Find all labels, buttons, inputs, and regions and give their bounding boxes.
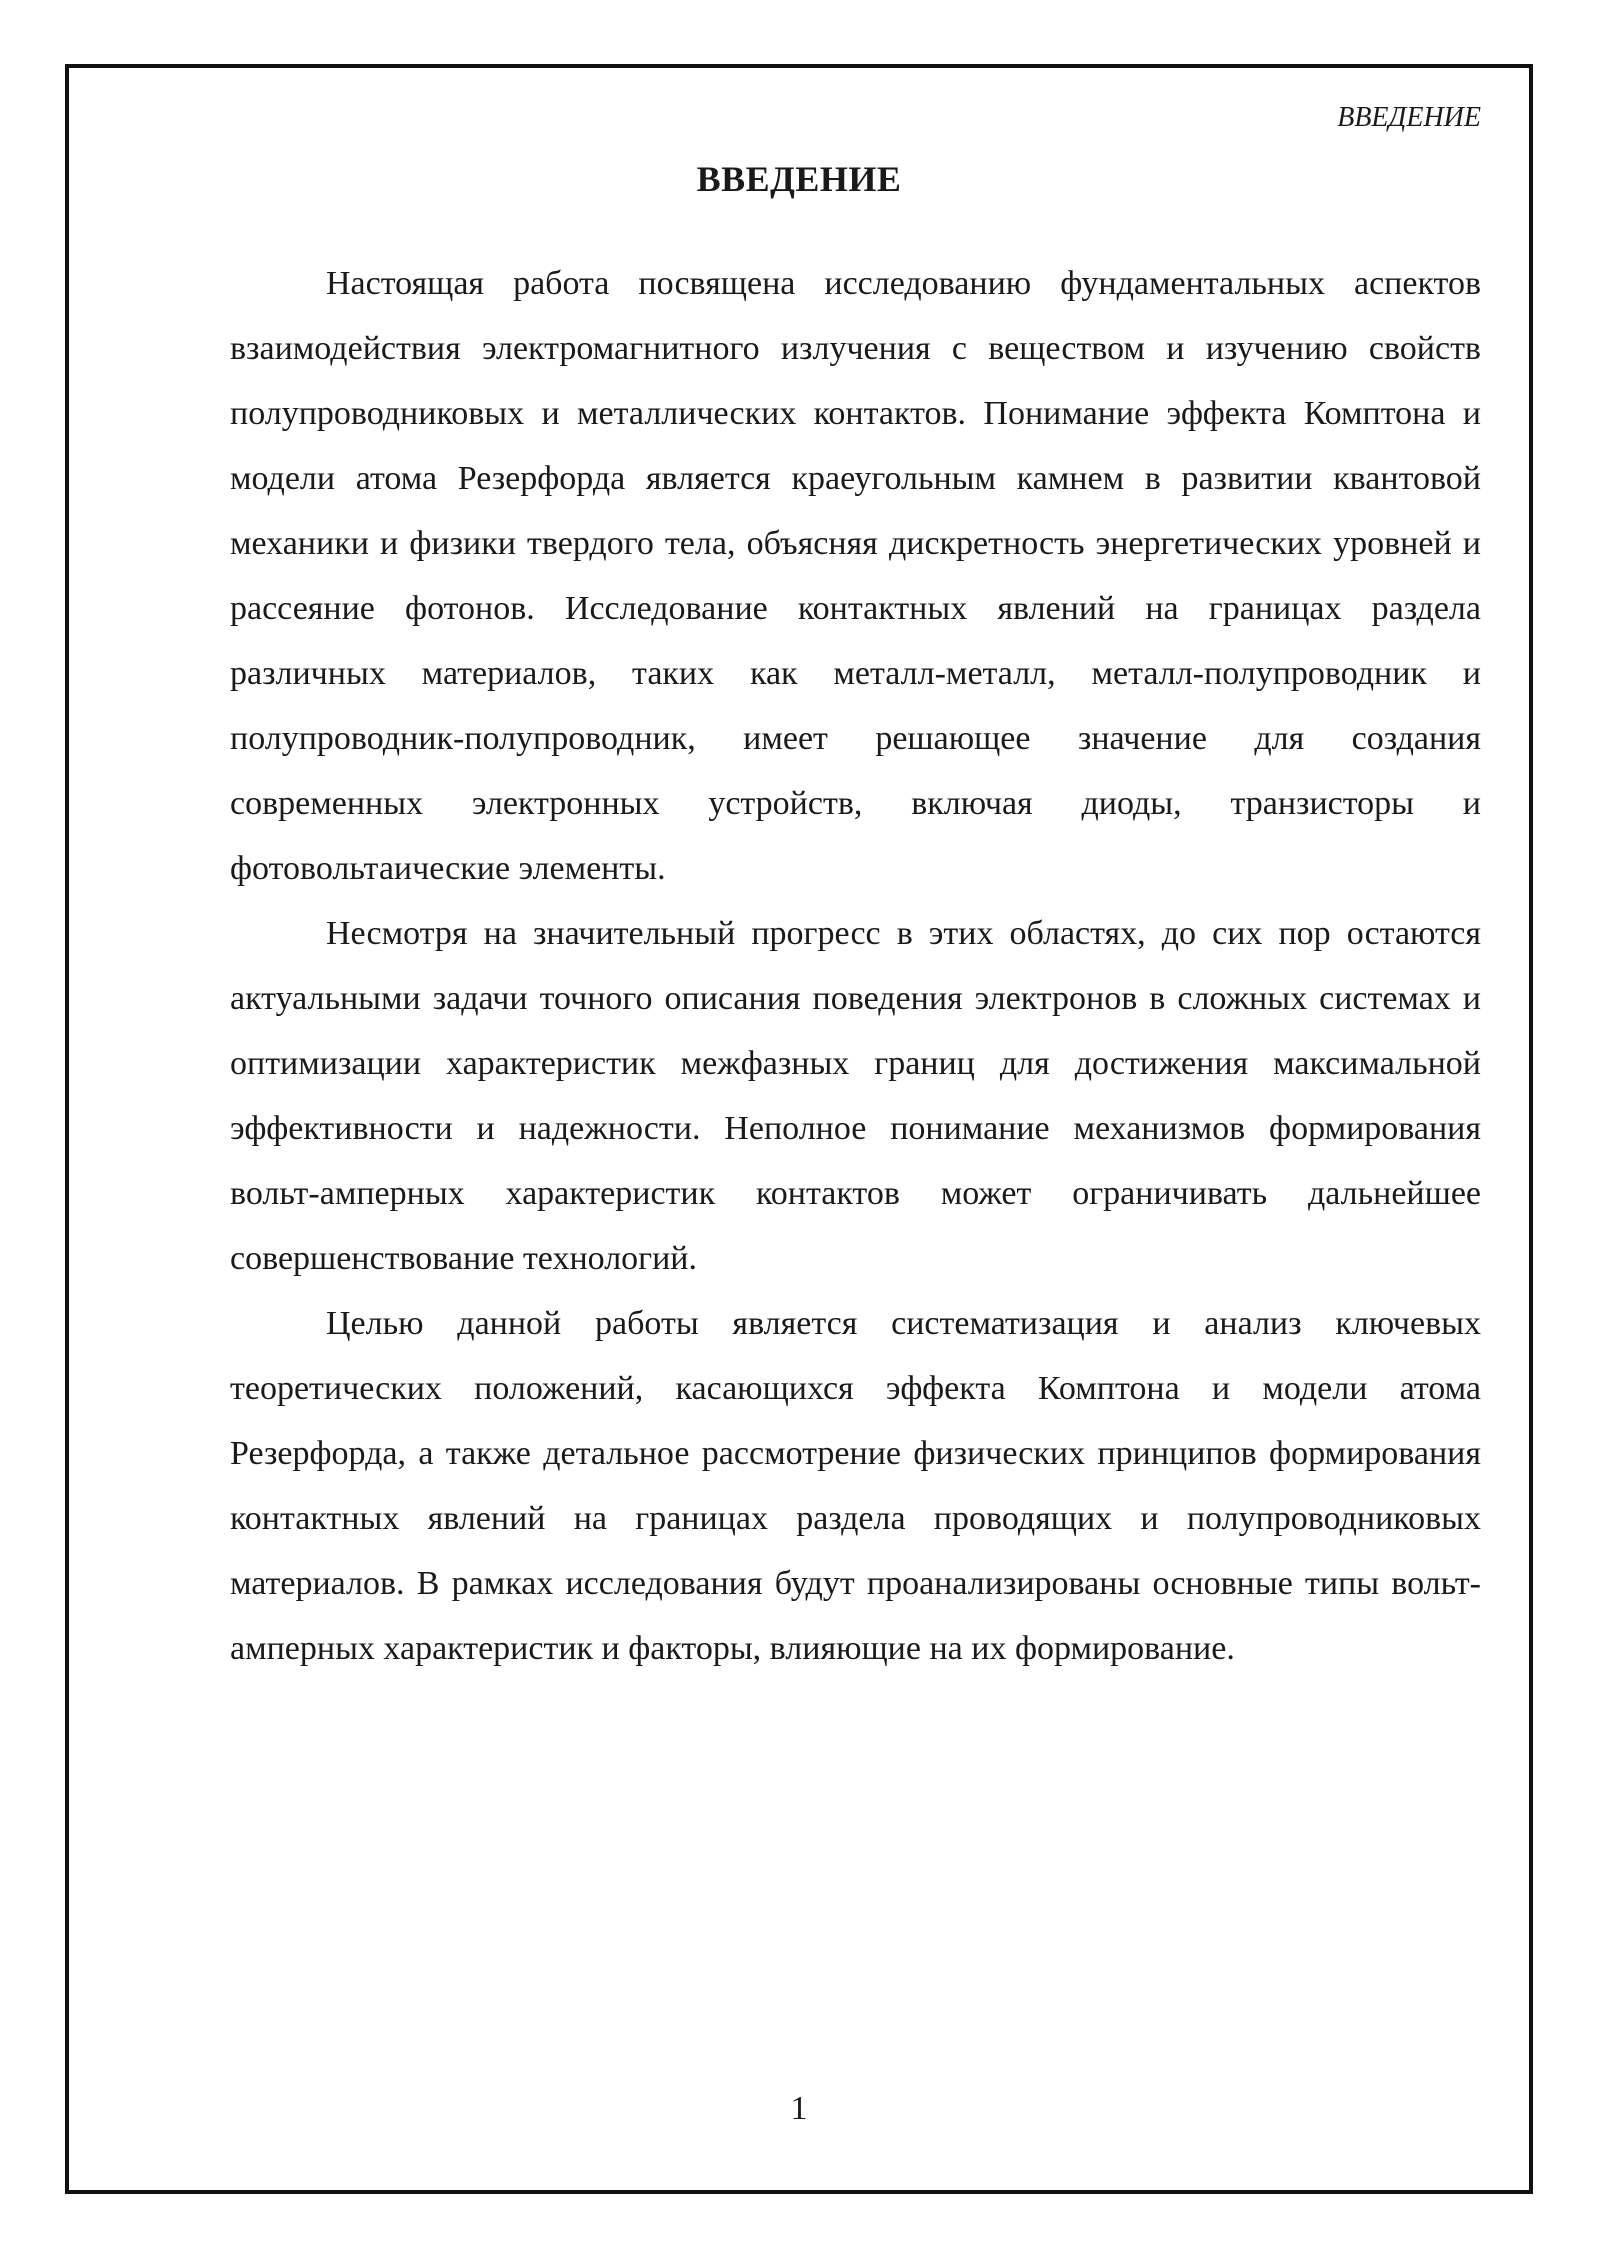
body-text <box>230 251 1481 1681</box>
page-frame <box>65 64 1533 2194</box>
page-title: ВВЕДЕНИЕ <box>696 159 902 199</box>
running-header: ВВЕДЕНИЕ <box>1337 102 1481 133</box>
paragraph-3: Целью данной работы является систематизация и анализ ключевых теоретических положений, касающихся эффекта Комптона и модели атома Резерфорда, а также детальное рассмотрение физических принципов формирования контактных явлений на границах раздела проводящих и полупроводниковых материалов. В рамках исследования будут проанализированы основные типы вольт-амперных характеристик и факторы, влияющие на их формирование. <box>230 1305 1481 1667</box>
page-number: 1 <box>790 2090 808 2127</box>
paragraph-1: Настоящая работа посвящена исследованию фундаментальных аспектов взаимодействия электромагнитного излучения с веществом и изучению свойств полупроводниковых и металлических контактов. Понимание эффекта Комптона и модели атома Резерфорда является краеугольным камнем в развитии квантовой механики и физики твердого тела, объясняя дискретность энергетических уровней и рассеяние фотонов. Исследование контактных явлений на границах раздела различных материалов, таких как металл-металл, металл-полупроводник и полупроводник-полупроводник, имеет решающее значение для создания современных электронных устройств, включая диоды, транзисторы и фотовольтаические элементы. <box>230 265 1481 887</box>
paragraph-2: Несмотря на значительный прогресс в этих областях, до сих пор остаются актуальными задачи точного описания поведения электронов в сложных системах и оптимизации характеристик межфазных границ для достижения максимальной эффективности и надежности. Неполное понимание механизмов формирования вольт-амперных характеристик контактов может ограничивать дальнейшее совершенствование технологий. <box>230 915 1481 1277</box>
